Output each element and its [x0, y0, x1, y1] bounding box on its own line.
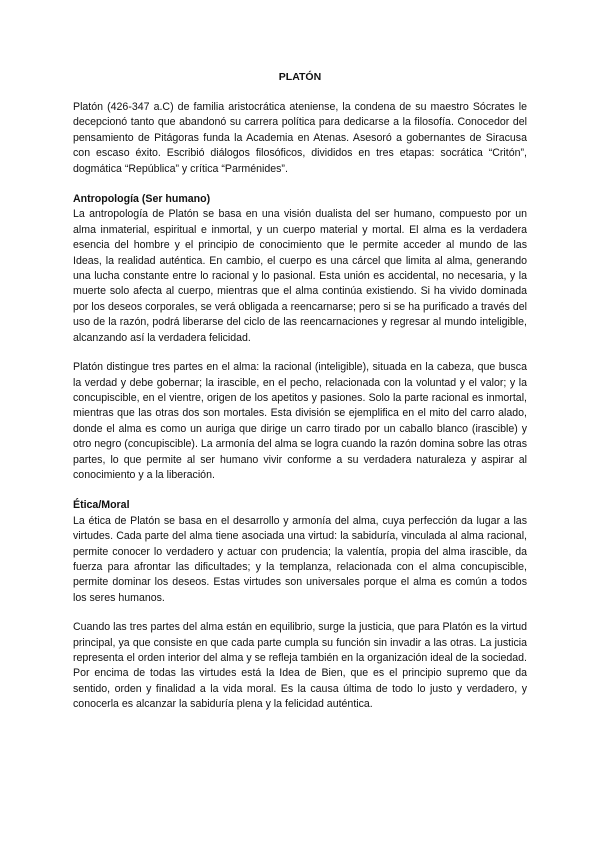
etica-paragraph-1: La ética de Platón se basa en el desarrollo y armonía del alma, cuya perfección da lugar a las virtudes. Cada parte del alma tiene asociada una virtud: la sabiduría, vinculada al alma racional, permite conocer lo verdadero y actuar con prudencia; la valentía, propia del alma irascible, da fuerza para afrontar las dificultades; y la templanza, relacionada con el alma concupiscible, permite dominar los deseos. Estas virtudes son universales porque el alma es común a todos los seres humanos. — [73, 514, 527, 604]
section-heading-etica: Ética/Moral — [73, 499, 130, 512]
page-title: PLATÓN — [278, 71, 322, 83]
antropologia-paragraph-1: La antropología de Platón se basa en una visión dualista del ser humano, compuesto por un alma inmaterial, espiritual e inmortal, y un cuerpo material y mortal. El alma es la verdadera esencia del hombre y el principio de conocimiento que le permite acceder al mundo de las Ideas, la realidad auténtica. En cambio, el cuerpo es una cárcel que limita al alma, generando una lucha constante entre lo racional y lo pasional. Esta unión es accidental, no necesaria, y la muerte solo afecta al cuerpo, mientras que el alma continúa existiendo. Si ha vivido dominada por los deseos corporales, se verá obligada a reencarnarse; pero si se ha purificado a través del uso de la razón, podrá liberarse del ciclo de las reencarnaciones y regresar al mundo inteligible, alcanzando así la verdadera felicidad. — [73, 208, 527, 344]
intro-paragraph: Platón (426-347 a.C) de familia aristocrática ateniense, la condena de su maestro Sócrates le decepcionó tanto que abandonó su carrera política para dedicarse a la filosofía. Conocedor del pensamiento de Pitágoras funda la Academia en Atenas. Asesoró a gobernantes de Siracusa con escaso éxito. Escribió diálogos filosóficos, divididos en tres etapas: socrática “Critón”, dogmática “República” y crítica “Parménides”. — [73, 101, 527, 175]
antropologia-paragraph-2: Platón distingue tres partes en el alma: la racional (inteligible), situada en la cabeza, que busca la verdad y debe gobernar; la irascible, en el pecho, relacionada con la voluntad y el valor; y la concupiscible, en el vientre, origen de los apetitos y pasiones. Solo la parte racional es inmortal, mientras que las otras dos son mortales. Esta división se ejemplifica en el mito del carro alado, donde el alma es como un auriga que dirige un carro tirado por un caballo blanco (irascible) y otro negro (concupiscible). La armonía del alma se logra cuando la razón domina sobre las otras partes, lo que permite al ser humano vivir conforme a su verdadera naturaleza y aspirar al conocimiento y a la liberación. — [73, 361, 527, 481]
document-page — [73, 70, 527, 713]
etica-paragraph-2: Cuando las tres partes del alma están en equilibrio, surge la justicia, que para Platón es la virtud principal, ya que consiste en que cada parte cumpla su función sin invadir a las otras. La justicia representa el orden interior del alma y se refleja también en la organización ideal de la sociedad. Por encima de todas las virtudes está la Idea de Bien, que es el principio supremo que da sentido, orden y finalidad a la vida moral. Es la causa última de todo lo justo y verdadero, y conocerla es alcanzar la sabiduría plena y la felicidad auténtica. — [73, 621, 527, 711]
section-heading-antropologia: Antropología (Ser humano) — [73, 193, 211, 206]
